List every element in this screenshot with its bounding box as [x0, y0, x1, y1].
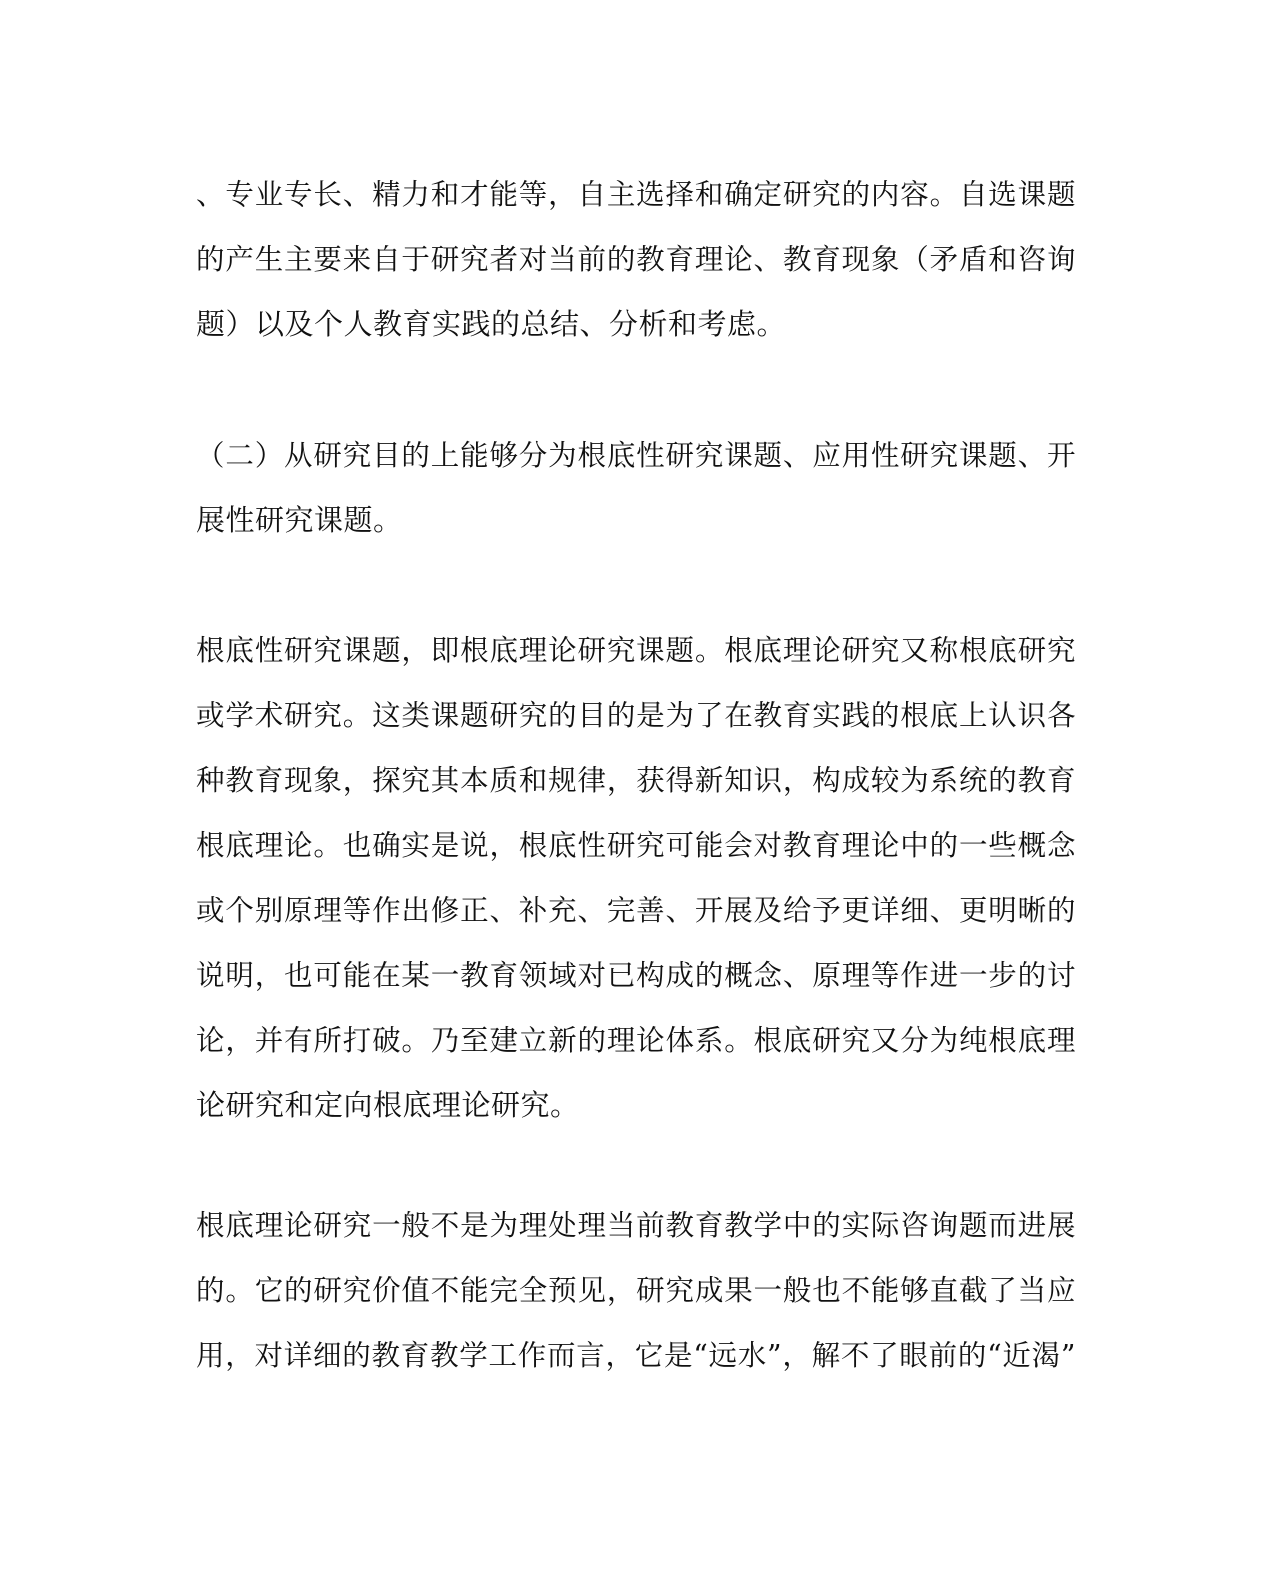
text-line: 根底理论研究一般不是为理处理当前教育教学中的实际咨询题而进展 — [196, 1209, 1076, 1242]
text-line: 的产生主要来自于研究者对当前的教育理论、教育现象（矛盾和咨询 — [196, 243, 1076, 276]
paragraph-basic-research — [196, 618, 1076, 1138]
paragraph-self-selected-topics — [196, 162, 1076, 357]
text-line: 的。它的研究价值不能完全预见，研究成果一般也不能够直截了当应 — [196, 1274, 1076, 1307]
text-line: 用，对详细的教育教学工作而言，它是“远水”，解不了眼前的“近渴” — [196, 1339, 1076, 1372]
paragraph-section-two-heading — [196, 423, 1076, 553]
text-line: 论研究和定向根底理论研究。 — [196, 1088, 580, 1122]
text-line: 根底性研究课题，即根底理论研究课题。根底理论研究又称根底研究 — [196, 634, 1076, 667]
text-line: 说明，也可能在某一教育领域对已构成的概念、原理等作进一步的讨 — [196, 959, 1076, 992]
text-line: 题）以及个人教育实践的总结、分析和考虑。 — [196, 307, 787, 341]
text-line: 展性研究课题。 — [196, 503, 403, 537]
text-line: 种教育现象，探究其本质和规律，获得新知识，构成较为系统的教育 — [196, 764, 1076, 797]
text-line: 或个别原理等作出修正、补充、完善、开展及给予更详细、更明晰的 — [196, 894, 1076, 927]
paragraph-basic-theory-value — [196, 1193, 1076, 1388]
text-line: 或学术研究。这类课题研究的目的是为了在教育实践的根底上认识各 — [196, 699, 1076, 732]
text-line: （二）从研究目的上能够分为根底性研究课题、应用性研究课题、开 — [196, 439, 1076, 472]
text-line: 根底理论。也确实是说，根底性研究可能会对教育理论中的一些概念 — [196, 829, 1076, 862]
text-line: 、专业专长、精力和才能等，自主选择和确定研究的内容。自选课题 — [196, 178, 1076, 211]
text-line: 论，并有所打破。乃至建立新的理论体系。根底研究又分为纯根底理 — [196, 1024, 1076, 1057]
